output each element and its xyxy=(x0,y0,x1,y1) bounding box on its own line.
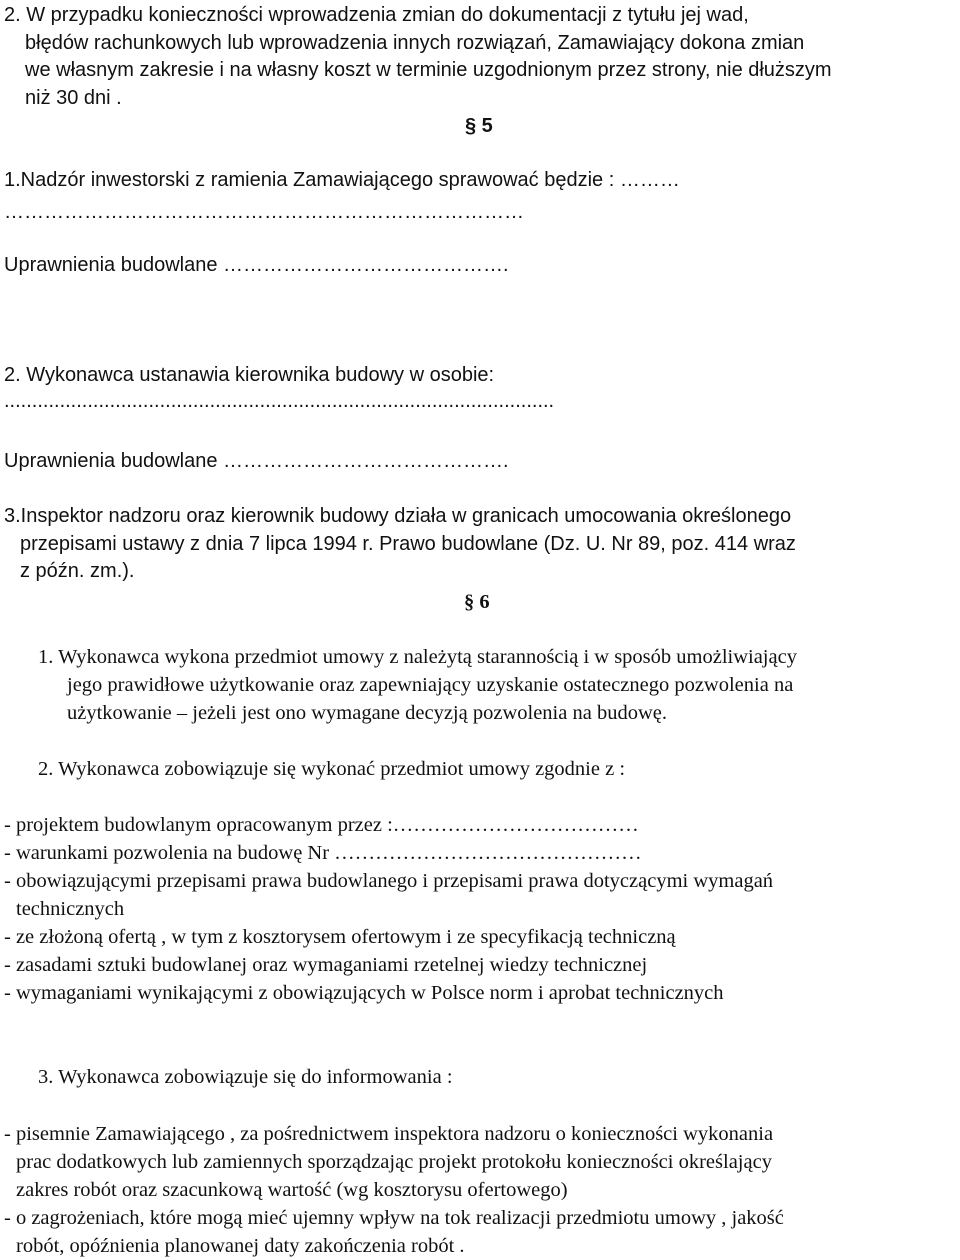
list-item: - zasadami sztuki budowlanej oraz wymaganiami rzetelnej wiedzy technicznej xyxy=(4,954,648,976)
list-item-continuation: prac dodatkowych lub zamiennych sporządzając projekt protokołu konieczności określający xyxy=(16,1151,772,1173)
section-heading-6: § 6 xyxy=(464,591,490,613)
list-item-continuation: zakres robót oraz szacunkową wartość (wg kosztorysu ofertowego) xyxy=(16,1179,568,1201)
supervisor-blank: …………………………………………………………………… xyxy=(4,201,524,223)
list-item-continuation: robót, opóźnienia planowanej daty zakończenia robót . xyxy=(16,1235,465,1257)
paragraph-line: 2. W przypadku konieczności wprowadzenia zmian do dokumentacji z tytułu jej wad, xyxy=(4,4,749,26)
paragraph-line: 3. Wykonawca zobowiązuje się do informowania : xyxy=(38,1066,453,1088)
paragraph-line: we własnym zakresie i na własny koszt w terminie uzgodnionym przez strony, nie dłuższym xyxy=(25,59,832,81)
list-item: - wymaganiami wynikającymi z obowiązujących w Polsce norm i aprobat technicznych xyxy=(4,982,724,1004)
paragraph-line: 2. Wykonawca zobowiązuje się wykonać przedmiot umowy zgodnie z : xyxy=(38,758,626,780)
list-item-continuation: technicznych xyxy=(16,898,125,920)
paragraph-line: niż 30 dni . xyxy=(25,87,122,109)
supervisor-line: 1.Nadzór inwestorski z ramienia Zamawiającego sprawować będzie : ……… xyxy=(4,169,680,191)
list-item: - pisemnie Zamawiającego , za pośrednictwem inspektora nadzoru o konieczności wykonania xyxy=(4,1123,774,1145)
paragraph-line: użytkowanie – jeżeli jest ono wymagane decyzją pozwolenia na budowę. xyxy=(67,702,667,724)
list-item: - projektem budowlanym opracowanym przez :……………………………… xyxy=(4,814,639,836)
list-item: - o zagrożeniach, które mogą mieć ujemny wpływ na tok realizacji przedmiotu umowy , jakość xyxy=(4,1207,784,1229)
paragraph-line: 1. Wykonawca wykona przedmiot umowy z należytą starannością i w sposób umożliwiający xyxy=(38,646,797,668)
qualifications-line: Uprawnienia budowlane ……………………………………. xyxy=(4,450,509,472)
list-item: - obowiązującymi przepisami prawa budowlanego i przepisami prawa dotyczącymi wymagań xyxy=(4,870,774,892)
site-manager-line: 2. Wykonawca ustanawia kierownika budowy w osobie: xyxy=(4,364,495,386)
site-manager-blank: ................................................................................................... xyxy=(4,390,555,412)
list-item: - warunkami pozwolenia na budowę Nr ……………………………………… xyxy=(4,842,642,864)
paragraph-line: z późn. zm.). xyxy=(20,560,135,582)
paragraph-line: 3.Inspektor nadzoru oraz kierownik budowy działa w granicach umocowania określonego xyxy=(4,505,792,527)
paragraph-line: błędów rachunkowych lub wprowadzenia innych rozwiązań, Zamawiający dokona zmian xyxy=(25,32,805,54)
paragraph-line: jego prawidłowe użytkowanie oraz zapewniający uzyskanie ostatecznego pozwolenia na xyxy=(67,674,794,696)
list-item: - ze złożoną ofertą , w tym z kosztorysem ofertowym i ze specyfikacją techniczną xyxy=(4,926,676,948)
section-heading-5: § 5 xyxy=(465,115,493,137)
paragraph-line: przepisami ustawy z dnia 7 lipca 1994 r. Prawo budowlane (Dz. U. Nr 89, poz. 414 wraz xyxy=(20,533,796,555)
qualifications-line: Uprawnienia budowlane ……………………………………. xyxy=(4,254,509,276)
